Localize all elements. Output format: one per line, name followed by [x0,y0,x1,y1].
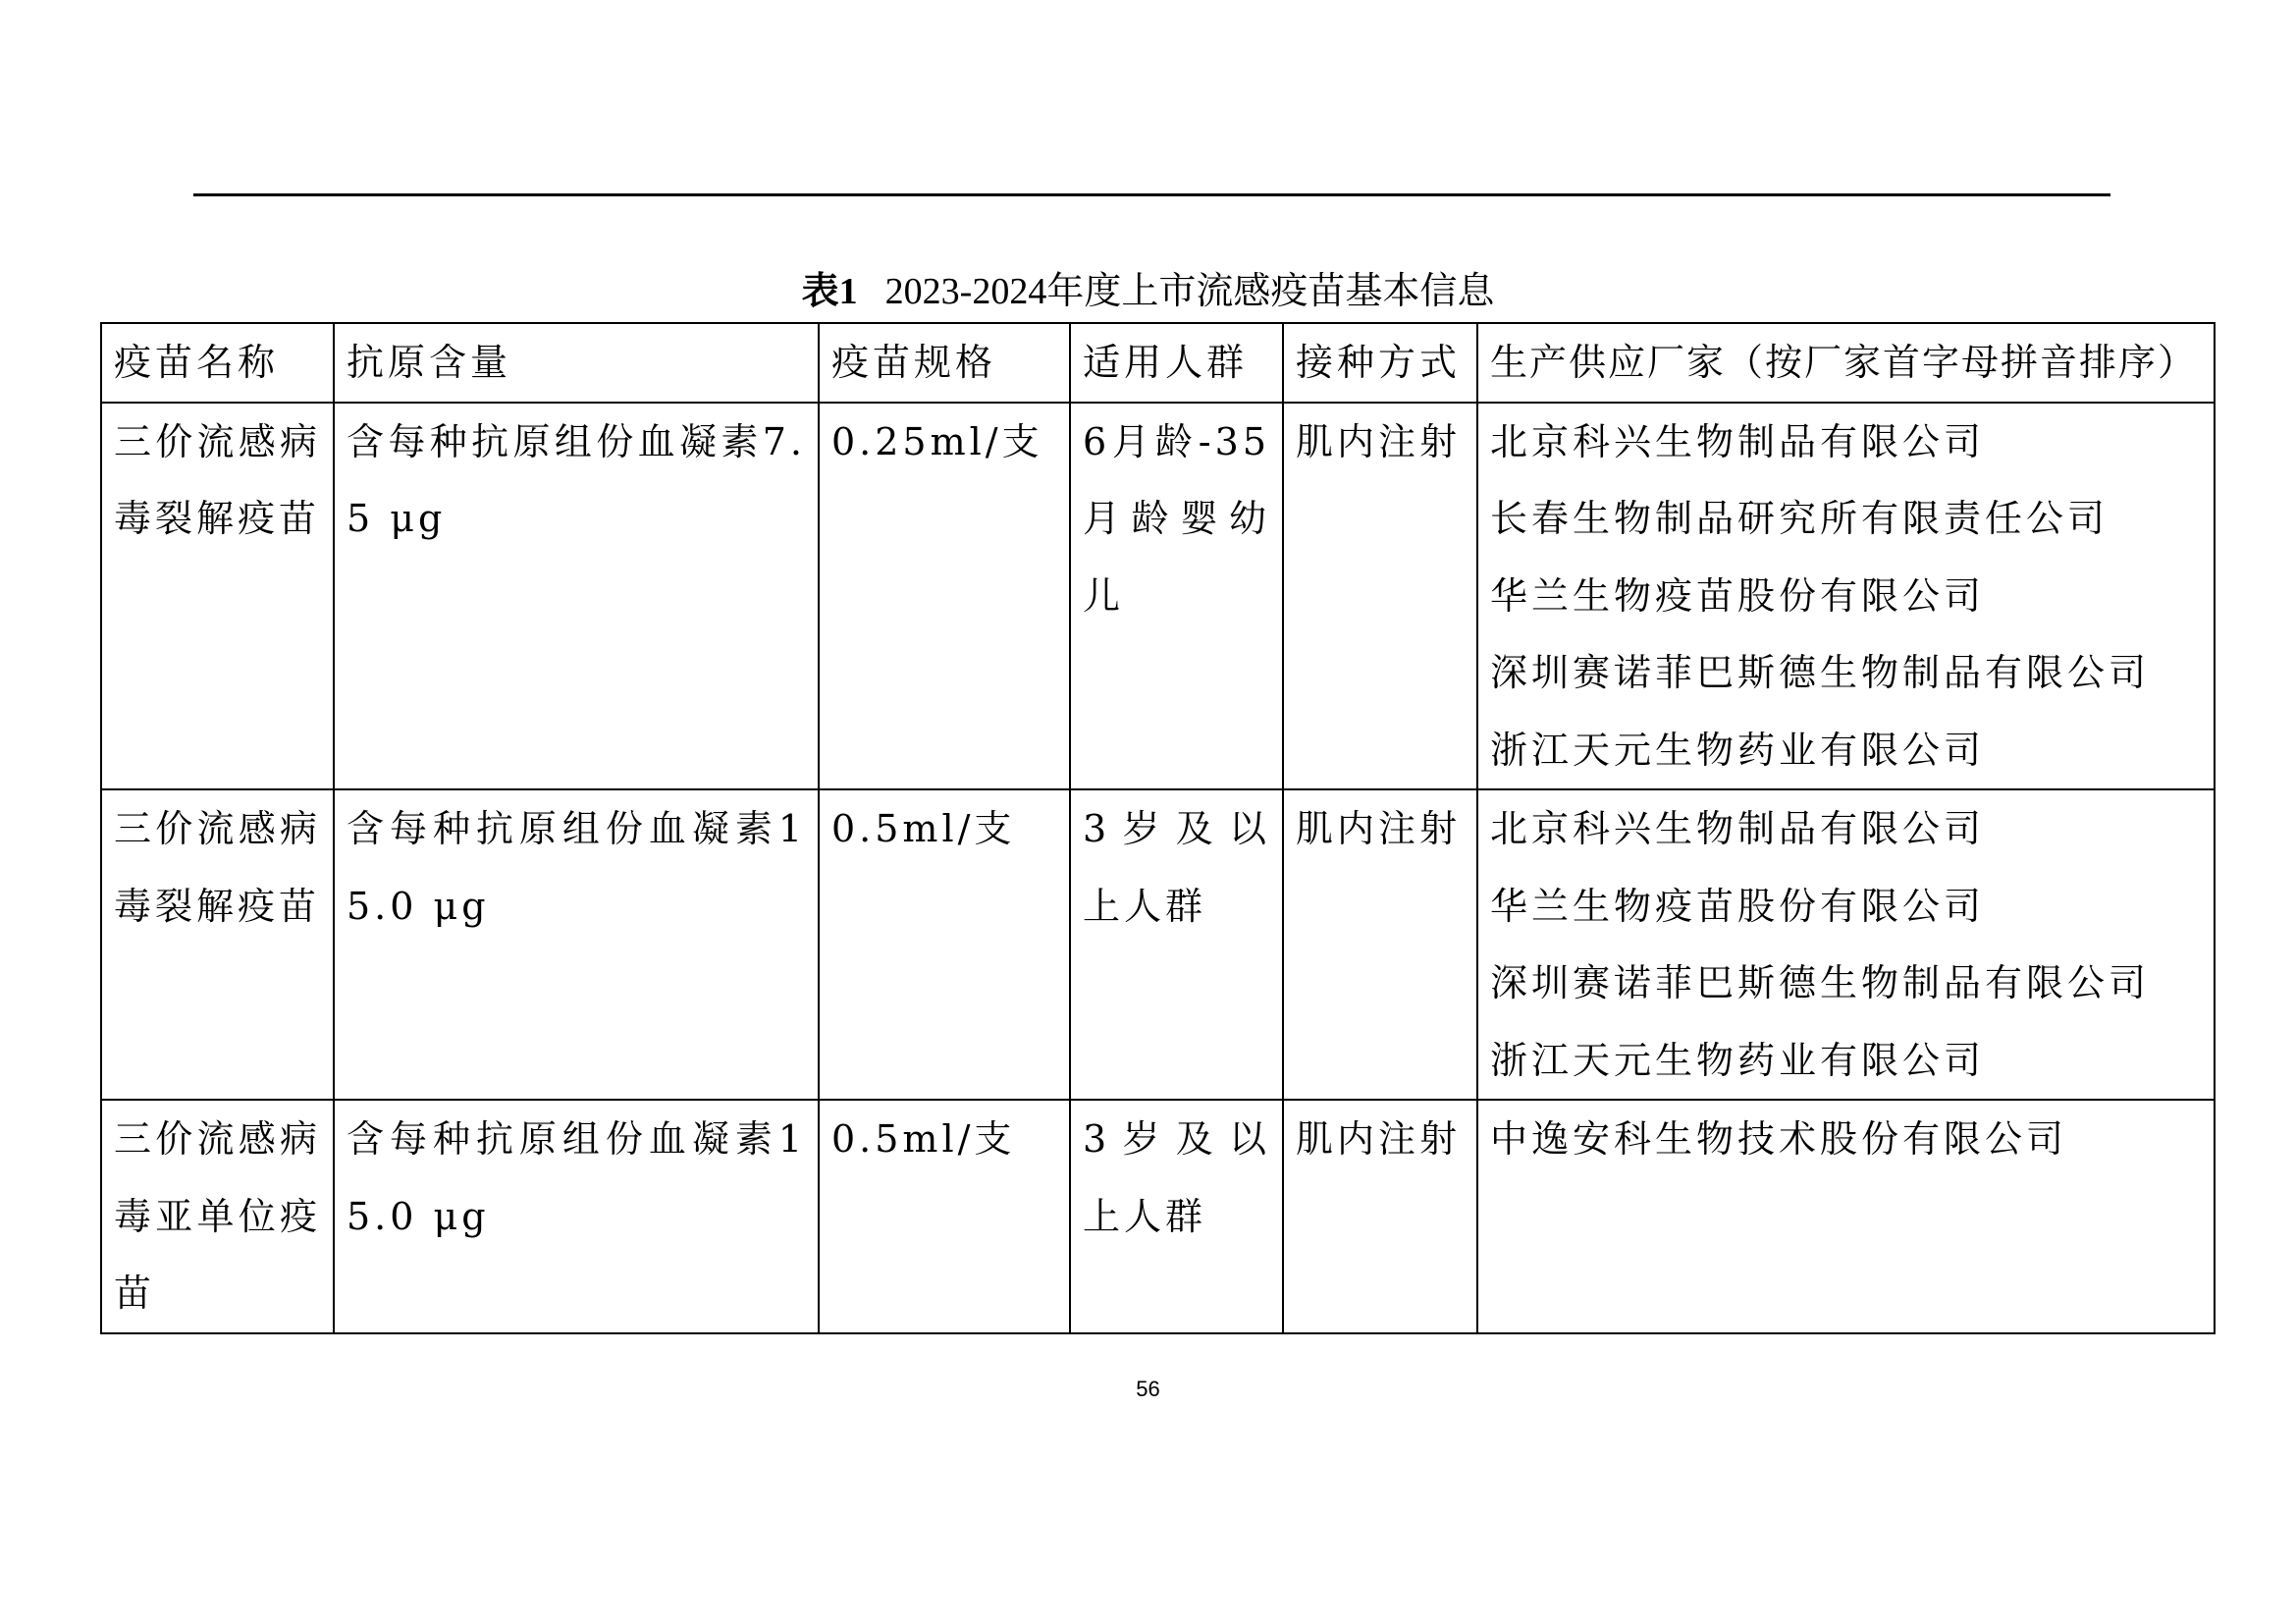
vaccine-spec-cell: 0.5ml/支 [819,789,1070,1100]
vaccine-name-cell: 三价流感病毒裂解疫苗 [101,403,334,790]
vaccine-table [100,322,2216,1334]
table-caption [0,263,2296,320]
vaccine-spec-cell: 0.25ml/支 [819,403,1070,790]
manufacturer-item: 长春生物制品研究所有限责任公司 [1490,497,2109,540]
header-route: 接种方式 [1283,323,1477,403]
header-manufacturers: 生产供应厂家（按厂家首字母拼音排序） [1477,323,2215,403]
page-number: 56 [1136,1377,1160,1401]
manufacturer-item: 浙江天元生物药业有限公司 [1490,728,1986,772]
manufacturers-cell [1477,1100,2215,1333]
antigen-content-cell: 含每种抗原组份血凝素7.5 μg [334,403,819,790]
table-row [101,403,2215,790]
antigen-content-cell: 含每种抗原组份血凝素15.0 μg [334,789,819,1100]
manufacturer-item: 深圳赛诺菲巴斯德生物制品有限公司 [1490,651,2151,694]
manufacturer-item: 浙江天元生物药业有限公司 [1490,1038,1986,1082]
manufacturer-item: 华兰生物疫苗股份有限公司 [1490,573,1986,618]
route-cell: 肌内注射 [1283,1100,1477,1333]
manufacturers-cell [1477,403,2215,790]
route-cell: 肌内注射 [1283,789,1477,1100]
route-cell: 肌内注射 [1283,403,1477,790]
table-row [101,1100,2215,1333]
header-rule [193,193,2110,196]
header-vaccine-name: 疫苗名称 [101,323,334,403]
manufacturers-cell [1477,789,2215,1100]
target-population-cell: 3岁及以上人群 [1070,1100,1283,1333]
manufacturer-item: 华兰生物疫苗股份有限公司 [1490,884,1986,928]
table-row [101,789,2215,1100]
manufacturer-item: 北京科兴生物制品有限公司 [1490,419,1986,463]
header-vaccine-spec: 疫苗规格 [819,323,1070,403]
table-header-row [101,323,2215,403]
vaccine-spec-cell: 0.5ml/支 [819,1100,1070,1333]
target-population-cell: 6月龄-35月龄婴幼儿 [1070,403,1283,790]
header-antigen-content: 抗原含量 [334,323,819,403]
header-target-population: 适用人群 [1070,323,1283,403]
target-population-cell: 3岁及以上人群 [1070,789,1283,1100]
manufacturer-item: 中逸安科生物技术股份有限公司 [1490,1117,2068,1161]
table-caption-title: 2023-2024年度上市流感疫苗基本信息 [884,271,1495,312]
vaccine-name-cell: 三价流感病毒亚单位疫苗 [101,1100,334,1333]
vaccine-name-cell: 三价流感病毒裂解疫苗 [101,789,334,1100]
manufacturer-item: 深圳赛诺菲巴斯德生物制品有限公司 [1490,961,2151,1004]
antigen-content-cell: 含每种抗原组份血凝素15.0 μg [334,1100,819,1333]
table-caption-label: 表1 [801,271,858,312]
manufacturer-item: 北京科兴生物制品有限公司 [1490,807,1986,850]
